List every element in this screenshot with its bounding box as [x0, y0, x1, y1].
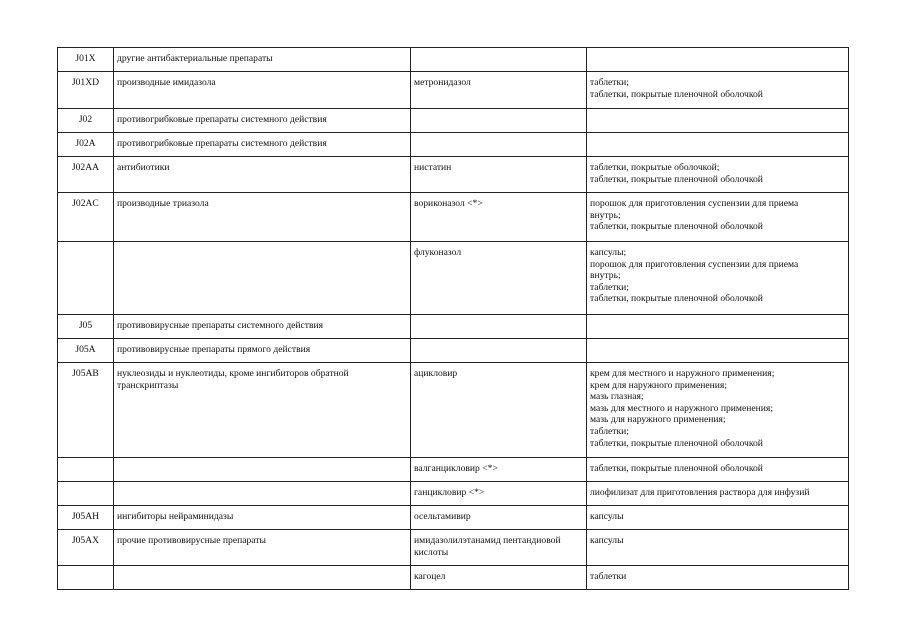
- dosage-forms-cell: [587, 530, 849, 566]
- drug-name-cell: осельтамивир: [411, 506, 587, 530]
- table-row: [58, 458, 849, 482]
- dosage-form-line: капсулы;: [590, 247, 627, 258]
- dosage-form-line: крем для наружного применения;: [590, 379, 727, 391]
- dosage-forms-cell: [587, 506, 849, 530]
- dosage-form-line: мазь глазная;: [590, 391, 644, 403]
- atc-code-cell: J02: [58, 109, 114, 133]
- drug-name-cell: нистатин: [411, 157, 587, 193]
- dosage-forms-cell: [587, 72, 849, 109]
- table-row: [58, 482, 849, 506]
- table-body: [58, 48, 849, 590]
- group-name-cell: противовирусные препараты системного действия: [114, 315, 411, 339]
- dosage-forms-cell: [587, 363, 849, 458]
- atc-code-cell: J02A: [58, 133, 114, 157]
- dosage-form-line: таблетки;: [590, 281, 629, 293]
- table-row: [58, 72, 849, 109]
- table-row: [58, 506, 849, 530]
- group-name-cell: другие антибактериальные препараты: [114, 48, 411, 72]
- dosage-form-line: таблетки, покрытые пленочной оболочкой: [590, 88, 763, 100]
- dosage-forms-cell: [587, 109, 849, 133]
- drug-name-cell: ацикловир: [411, 363, 587, 458]
- dosage-form-line: таблетки, покрытые пленочной оболочкой: [590, 293, 763, 305]
- dosage-forms-cell: [587, 566, 849, 590]
- dosage-form-line: таблетки: [590, 571, 627, 582]
- atc-code-cell: [58, 482, 114, 506]
- atc-code-cell: J05AX: [58, 530, 114, 566]
- dosage-forms-cell: [587, 133, 849, 157]
- dosage-form-line: таблетки, покрытые оболочкой;: [590, 162, 720, 173]
- table-row: [58, 363, 849, 458]
- group-name-cell: производные триазола: [114, 193, 411, 242]
- dosage-form-line: мазь для местного и наружного применения;: [590, 402, 773, 414]
- table-row: [58, 530, 849, 566]
- atc-code-cell: [58, 566, 114, 590]
- group-name-cell: [114, 566, 411, 590]
- atc-code-cell: J05AB: [58, 363, 114, 458]
- group-name-cell: ингибиторы нейраминидазы: [114, 506, 411, 530]
- atc-code-cell: J05A: [58, 339, 114, 363]
- dosage-form-line: капсулы: [590, 511, 624, 522]
- dosage-forms-cell: [587, 458, 849, 482]
- dosage-forms-cell: [587, 482, 849, 506]
- dosage-form-line: внутрь;: [590, 209, 621, 221]
- drug-name-cell: [411, 339, 587, 363]
- table-row: [58, 48, 849, 72]
- dosage-form-line: таблетки, покрытые пленочной оболочкой: [590, 221, 763, 233]
- dosage-form-line: таблетки, покрытые пленочной оболочкой: [590, 437, 763, 449]
- drug-name-cell: кагоцел: [411, 566, 587, 590]
- atc-code-cell: J02AA: [58, 157, 114, 193]
- dosage-form-line: лиофилизат для приготовления раствора для инфузий: [590, 487, 810, 498]
- drug-name-cell: [411, 133, 587, 157]
- drug-name-cell: вориконазол <*>: [411, 193, 587, 242]
- group-name-cell: нуклеозиды и нуклеотиды, кроме ингибиторов обратной транскриптазы: [114, 363, 411, 458]
- dosage-form-line: порошок для приготовления суспензии для приема: [590, 198, 799, 209]
- table-row: [58, 339, 849, 363]
- dosage-forms-cell: [587, 315, 849, 339]
- atc-code-cell: J02AC: [58, 193, 114, 242]
- table-row: [58, 109, 849, 133]
- dosage-form-line: капсулы: [590, 535, 624, 546]
- dosage-form-line: таблетки;: [590, 425, 629, 437]
- group-name-cell: прочие противовирусные препараты: [114, 530, 411, 566]
- atc-code-cell: J05AH: [58, 506, 114, 530]
- group-name-cell: антибиотики: [114, 157, 411, 193]
- group-name-cell: [114, 242, 411, 315]
- dosage-form-line: внутрь;: [590, 270, 621, 282]
- dosage-form-line: крем для местного и наружного применения;: [590, 368, 775, 379]
- dosage-form-line: мазь для наружного применения;: [590, 414, 726, 426]
- dosage-forms-cell: [587, 48, 849, 72]
- drug-name-cell: [411, 48, 587, 72]
- table-row: [58, 193, 849, 242]
- group-name-cell: [114, 482, 411, 506]
- dosage-form-line: таблетки, покрытые пленочной оболочкой: [590, 173, 763, 185]
- drug-name-cell: метронидазол: [411, 72, 587, 109]
- table-row: [58, 133, 849, 157]
- atc-code-cell: [58, 458, 114, 482]
- atc-code-cell: [58, 242, 114, 315]
- table-row: [58, 242, 849, 315]
- drug-name-cell: [411, 109, 587, 133]
- atc-code-cell: J01X: [58, 48, 114, 72]
- group-name-cell: [114, 458, 411, 482]
- dosage-form-line: таблетки;: [590, 77, 629, 88]
- table-row: [58, 157, 849, 193]
- dosage-form-line: порошок для приготовления суспензии для приема: [590, 258, 799, 270]
- table-row: [58, 566, 849, 590]
- table-row: [58, 315, 849, 339]
- group-name-cell: противогрибковые препараты системного действия: [114, 109, 411, 133]
- group-name-cell: производные имидазола: [114, 72, 411, 109]
- drug-name-cell: имидазолилэтанамид пентандиовой кислоты: [411, 530, 587, 566]
- drug-name-cell: ганцикловир <*>: [411, 482, 587, 506]
- atc-code-cell: J01XD: [58, 72, 114, 109]
- drug-name-cell: флуконазол: [411, 242, 587, 315]
- group-name-cell: противовирусные препараты прямого действия: [114, 339, 411, 363]
- dosage-forms-cell: [587, 242, 849, 315]
- atc-code-cell: J05: [58, 315, 114, 339]
- dosage-forms-cell: [587, 157, 849, 193]
- dosage-forms-cell: [587, 339, 849, 363]
- drug-classification-table: [57, 47, 849, 590]
- drug-name-cell: валганцикловир <*>: [411, 458, 587, 482]
- group-name-cell: противогрибковые препараты системного действия: [114, 133, 411, 157]
- dosage-form-line: таблетки, покрытые пленочной оболочкой: [590, 463, 763, 474]
- dosage-forms-cell: [587, 193, 849, 242]
- drug-name-cell: [411, 315, 587, 339]
